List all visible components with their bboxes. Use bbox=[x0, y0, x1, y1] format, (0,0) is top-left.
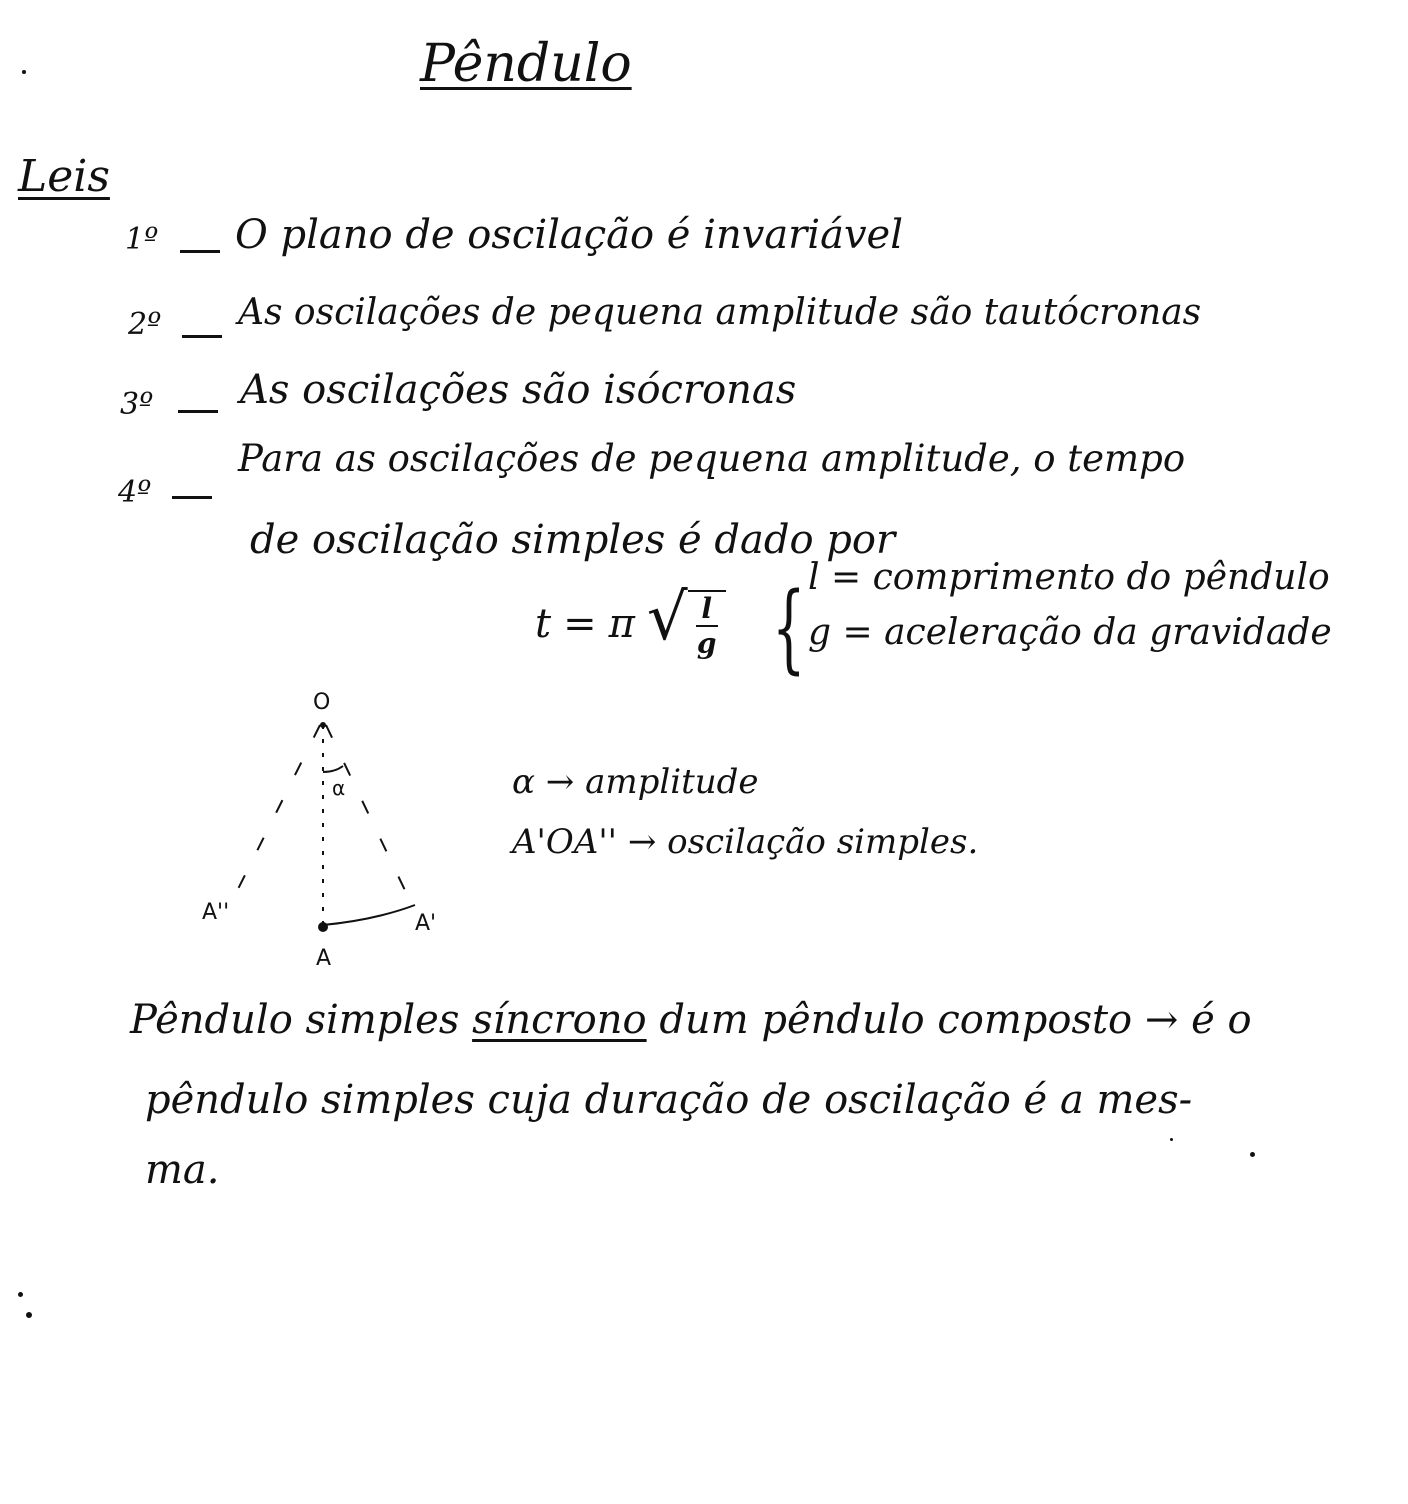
formula-lhs: t bbox=[535, 601, 552, 648]
law-dash-3 bbox=[178, 410, 218, 413]
scan-speck bbox=[18, 1292, 23, 1297]
formula-equals: = bbox=[563, 601, 597, 648]
amplitude-arc bbox=[323, 905, 415, 925]
annotation-simple-oscillation: A'OA'' → oscilação simples. bbox=[512, 822, 979, 862]
legend-gravity: g = aceleração da gravidade bbox=[808, 612, 1332, 653]
law-text-2: As oscilações de pequena amplitude são tautócronas bbox=[238, 292, 1202, 333]
formula-numerator: l bbox=[701, 592, 712, 625]
paragraph-part-2: dum pêndulo composto → é o bbox=[659, 997, 1252, 1043]
scan-speck bbox=[1250, 1152, 1255, 1157]
label-A-prime: A' bbox=[415, 911, 437, 936]
fraction bbox=[688, 590, 726, 659]
square-root bbox=[646, 581, 726, 661]
section-heading: Leis bbox=[18, 151, 110, 202]
scan-speck bbox=[26, 1312, 32, 1318]
period-formula bbox=[535, 581, 726, 661]
law-dash-2 bbox=[182, 335, 222, 338]
page-title: Pêndulo bbox=[420, 34, 632, 94]
paragraph-line-2: pêndulo simples cuja duração de oscilação é a mes- bbox=[145, 1077, 1193, 1123]
law-text-1: O plano de oscilação é invariável bbox=[235, 212, 904, 258]
pendulum-right-line bbox=[326, 725, 412, 905]
law-dash-1 bbox=[180, 250, 220, 253]
law-text-4-continuation: de oscilação simples é dado por bbox=[250, 517, 896, 563]
pivot-point bbox=[320, 722, 326, 728]
scan-speck bbox=[1170, 1138, 1173, 1141]
curly-brace-icon: { bbox=[772, 572, 806, 684]
paragraph-line-1 bbox=[130, 997, 1252, 1043]
formula-pi: π bbox=[608, 601, 635, 648]
label-O: O bbox=[313, 690, 331, 715]
paragraph-part-1: Pêndulo simples bbox=[130, 997, 460, 1043]
legend-length: l = comprimento do pêndulo bbox=[808, 557, 1330, 598]
formula-denominator: g bbox=[696, 627, 717, 661]
law-number-4: 4º bbox=[118, 475, 152, 510]
pendulum-bob bbox=[318, 922, 328, 932]
label-alpha: α bbox=[332, 776, 346, 800]
annotation-amplitude: α → amplitude bbox=[512, 762, 759, 802]
law-text-3: As oscilações são isócronas bbox=[240, 367, 797, 413]
label-A: A bbox=[316, 946, 332, 971]
law-dash-4 bbox=[172, 496, 212, 499]
pendulum-diagram bbox=[180, 680, 480, 980]
pendulum-left-line bbox=[230, 725, 320, 905]
label-A-double-prime: A'' bbox=[202, 900, 230, 925]
law-text-4: Para as oscilações de pequena amplitude, o tempo bbox=[238, 437, 1186, 480]
radical-icon: √ bbox=[646, 581, 688, 655]
angle-arc bbox=[323, 766, 343, 772]
paragraph-line-3: ma. bbox=[145, 1147, 220, 1193]
law-number-3: 3º bbox=[120, 387, 154, 422]
law-number-1: 1º bbox=[125, 222, 159, 257]
law-number-2: 2º bbox=[128, 307, 162, 342]
scan-speck bbox=[22, 70, 26, 74]
paragraph-underlined-word: síncrono bbox=[472, 997, 647, 1043]
